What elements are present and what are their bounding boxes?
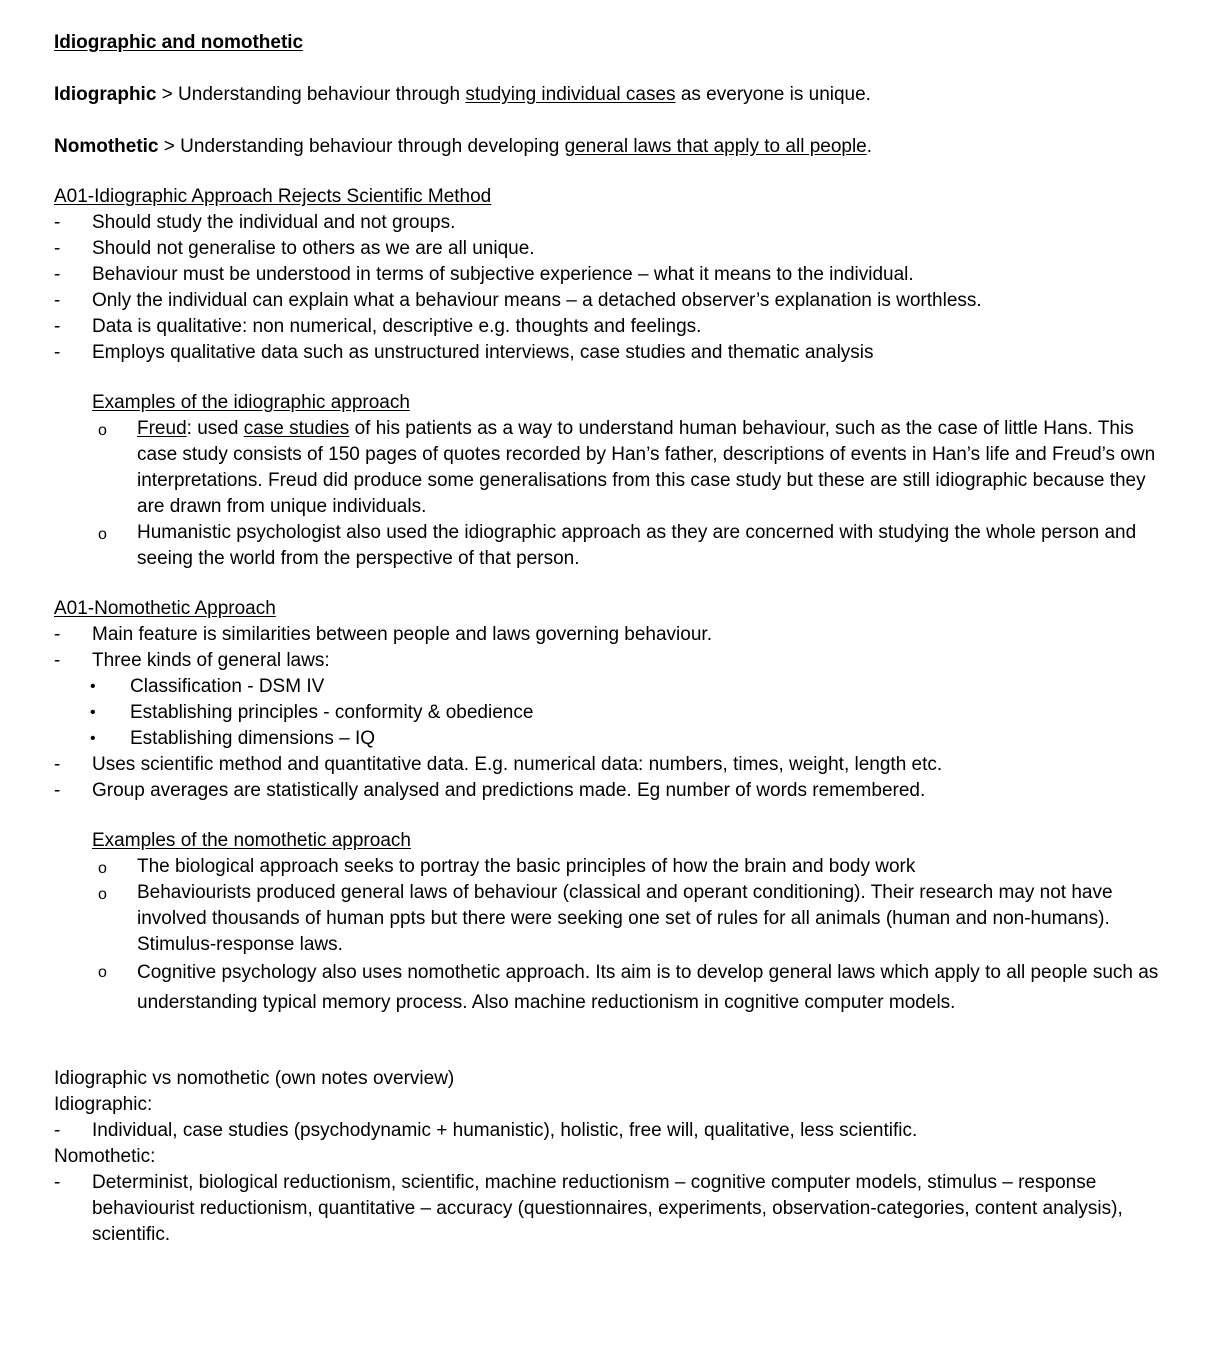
list-item: Should not generalise to others as we are all unique. <box>92 238 535 259</box>
definition-text: . <box>866 136 873 157</box>
circle-bullet: o <box>98 964 107 981</box>
list-item: Should study the individual and not groups. <box>92 212 456 233</box>
section-heading-nomothetic: A01-Nomothetic Approach <box>54 598 276 619</box>
list-item: Employs qualitative data such as unstructured interviews, case studies and thematic analysis <box>92 342 874 363</box>
dash-bullet: - <box>54 342 61 363</box>
example-item-freud <box>137 416 1167 520</box>
example-item: Behaviourists produced general laws of behaviour (classical and operant conditioning). Their research may not have involved thousands of human ppts but there were seeking one set of rules for all animals (human and non-humans). Stimulus-response laws. <box>137 882 1113 955</box>
law-item: Establishing dimensions – IQ <box>130 728 376 749</box>
example-item: The biological approach seeks to portray the basic principles of how the brain and body work <box>137 856 916 877</box>
dash-bullet: - <box>54 650 61 671</box>
list-item: Data is qualitative: non numerical, descriptive e.g. thoughts and feelings. <box>92 316 702 337</box>
circle-bullet: o <box>98 526 107 543</box>
dash-bullet: - <box>54 264 61 285</box>
definition-nomothetic <box>54 136 872 158</box>
round-bullet: • <box>90 678 96 695</box>
example-item: Humanistic psychologist also used the idiographic approach as they are concerned with studying the whole person and seeing the world from the perspective of that person. <box>137 522 1137 569</box>
law-item: Establishing principles - conformity & obedience <box>130 702 534 723</box>
list-item: Three kinds of general laws: <box>92 650 330 671</box>
overview-nomothetic-label: Nomothetic: <box>54 1146 156 1167</box>
definition-key-phrase: general laws that apply to all people <box>564 136 867 157</box>
example-subject: Freud <box>137 418 187 439</box>
dash-bullet: - <box>54 290 61 311</box>
list-item: Main feature is similarities between people and laws governing behaviour. <box>92 624 712 645</box>
example-item: Cognitive psychology also uses nomothetic approach. Its aim is to develop general laws which apply to all people such as understanding typical memory process. Also machine reductionism in cognitive computer models. <box>137 962 1159 1013</box>
dash-bullet: - <box>54 624 61 645</box>
example-key-phrase: case studies <box>243 418 350 439</box>
examples-heading-idiographic: Examples of the idiographic approach <box>92 392 410 413</box>
term-idiographic: Idiographic <box>54 84 157 105</box>
round-bullet: • <box>90 704 96 721</box>
definition-text: > Understanding behaviour through <box>156 84 466 105</box>
circle-bullet: o <box>98 860 107 877</box>
dash-bullet: - <box>54 316 61 337</box>
section-heading-idiographic: A01-Idiographic Approach Rejects Scientific Method <box>54 186 492 207</box>
dash-bullet: - <box>54 238 61 259</box>
list-item: Uses scientific method and quantitative data. E.g. numerical data: numbers, times, weight, length etc. <box>92 754 943 775</box>
overview-idiographic-label: Idiographic: <box>54 1094 153 1115</box>
dash-bullet: - <box>54 1172 61 1193</box>
circle-bullet: o <box>98 422 107 439</box>
overview-idiographic-item: Individual, case studies (psychodynamic + humanistic), holistic, free will, qualitative, less scientific. <box>92 1120 918 1141</box>
dash-bullet: - <box>54 780 61 801</box>
law-item: Classification - DSM IV <box>130 676 325 697</box>
definition-idiographic <box>54 84 871 106</box>
overview-nomothetic-item: Determinist, biological reductionism, scientific, machine reductionism – cognitive computer models, stimulus – response behaviourist reductionism, quantitative – accuracy (questionnaires, experiments, observation-categories, content analysis), scientific. <box>92 1172 1123 1245</box>
overview-heading: Idiographic vs nomothetic (own notes overview) <box>54 1068 455 1089</box>
list-item: Behaviour must be understood in terms of subjective experience – what it means to the individual. <box>92 264 914 285</box>
dash-bullet: - <box>54 1120 61 1141</box>
round-bullet: • <box>90 730 96 747</box>
dash-bullet: - <box>54 754 61 775</box>
page-title: Idiographic and nomothetic <box>54 32 304 53</box>
term-nomothetic: Nomothetic <box>54 136 159 157</box>
example-text: : used <box>186 418 244 439</box>
examples-heading-nomothetic: Examples of the nomothetic approach <box>92 830 411 851</box>
example-text: of his patients as a way to understand human behaviour, such as the case of little Hans. This case study consists of 150 pages of quotes recorded by Han’s father, descriptions of events in Han’s life and Freud’s own interpretations. Freud did produce some generalisations from this case study but these are still idiographic because they are drawn from unique individuals. <box>137 418 1156 517</box>
list-item: Group averages are statistically analysed and predictions made. Eg number of words remembered. <box>92 780 926 801</box>
definition-key-phrase: studying individual cases <box>465 84 676 105</box>
dash-bullet: - <box>54 212 61 233</box>
definition-text: as everyone is unique. <box>675 84 871 105</box>
circle-bullet: o <box>98 886 107 903</box>
definition-text: > Understanding behaviour through developing <box>158 136 565 157</box>
list-item: Only the individual can explain what a behaviour means – a detached observer’s explanation is worthless. <box>92 290 982 311</box>
